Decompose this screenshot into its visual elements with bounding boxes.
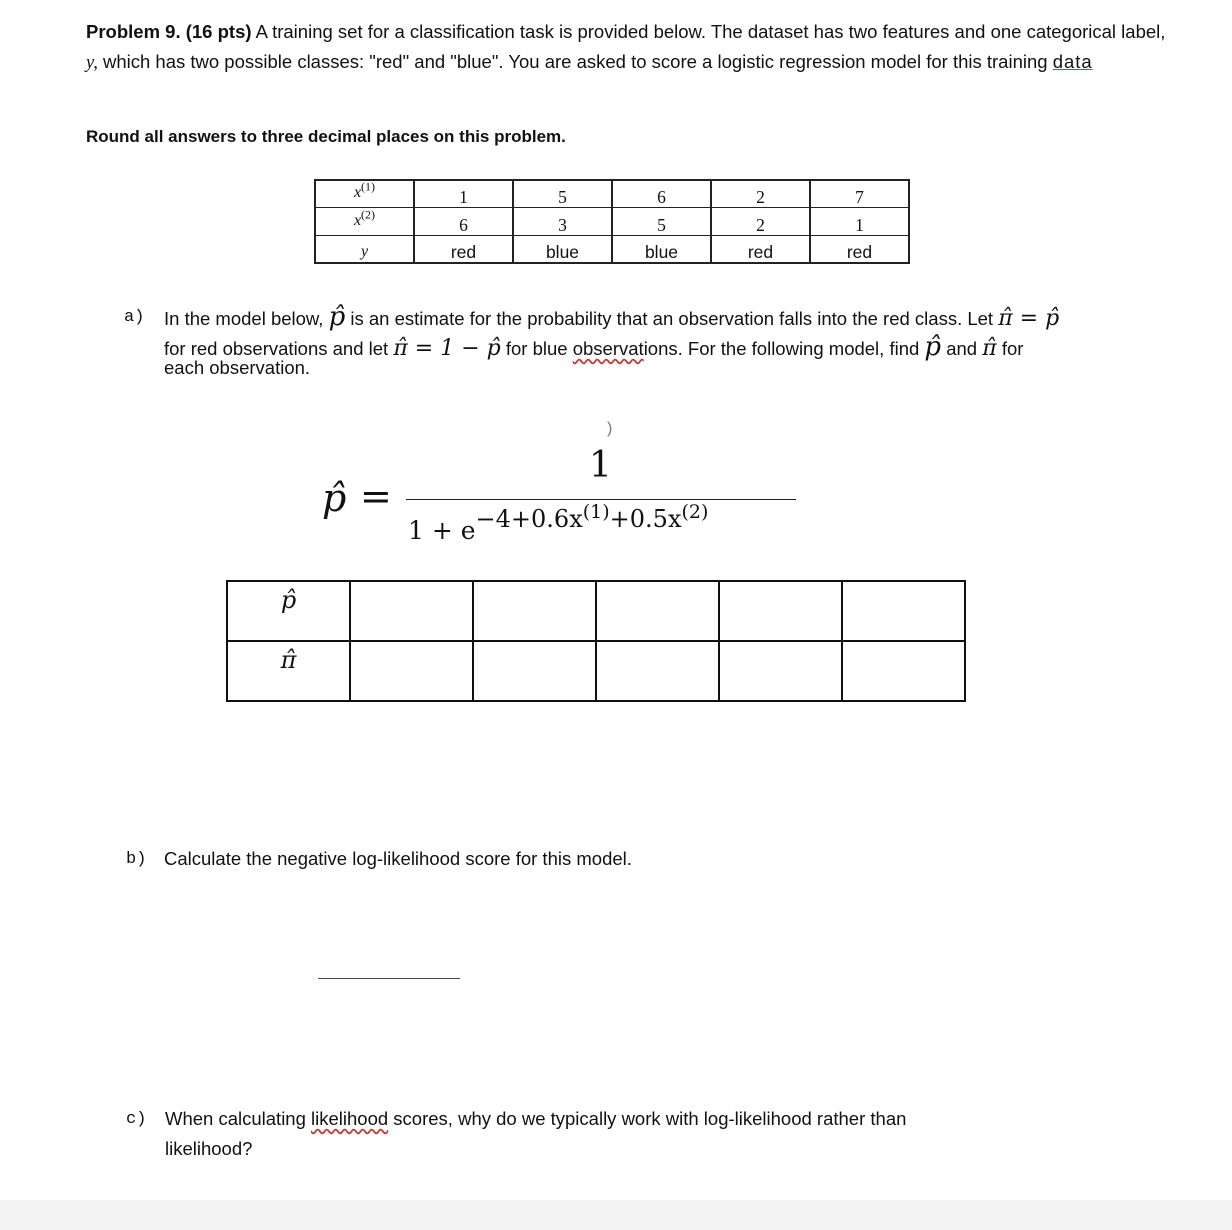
part-a-line-1: [164, 302, 1174, 332]
formula-lhs: p̂: [322, 476, 347, 520]
answer-cell-p-1[interactable]: [350, 581, 473, 641]
cell-x2-3: 5: [612, 208, 711, 235]
part-a-line-2: [164, 332, 1174, 362]
part-c-line-1: [165, 1108, 906, 1130]
row-label-x2: $x^{(2)}$: [315, 208, 414, 235]
row-label-x1: $x^{(1)}$: [315, 180, 414, 208]
cell-y-1: red: [414, 235, 513, 263]
answer-line[interactable]: [318, 978, 460, 979]
cell-x2-2: 3: [513, 208, 612, 235]
part-a-text-6: for: [996, 338, 1024, 359]
part-c-line-2: likelihood?: [165, 1138, 253, 1159]
page-bottom-strip: [0, 1200, 1232, 1230]
den-exp-a: −4+0.6x: [475, 505, 583, 533]
cell-x2-5: 1: [810, 208, 909, 235]
cell-x1-1: 1: [414, 180, 513, 208]
answer-row-p: [227, 581, 965, 641]
row-label-y: y: [315, 235, 414, 263]
cell-x1-5: 7: [810, 180, 909, 208]
pi-hat-symbol: π̂: [982, 336, 997, 361]
pi-equals-one-minus-p: π̂ = 1 − p̂: [393, 336, 501, 361]
answer-cell-p-3[interactable]: [596, 581, 719, 641]
cell-y-4: red: [711, 235, 810, 263]
stray-mark: ): [607, 420, 613, 437]
fraction-bar: [406, 499, 796, 500]
answer-cell-pi-2[interactable]: [473, 641, 596, 701]
cell-x1-4: 2: [711, 180, 810, 208]
den-exp-sup1: (1): [582, 503, 610, 523]
answer-cell-p-5[interactable]: [842, 581, 965, 641]
part-a-observ: observat: [572, 338, 644, 359]
part-c-likelihood: likelihood: [311, 1108, 389, 1129]
answer-label-pi: π̂: [227, 641, 350, 701]
problem-label: Problem 9. (16 pts): [86, 21, 252, 42]
part-a-text-4b: ions. For the following model, find: [643, 338, 925, 359]
table-row-y: [315, 235, 909, 263]
part-a-line-3: each observation.: [164, 357, 311, 378]
pi-equals-p: π̂ = p̂: [998, 306, 1060, 331]
formula-numerator: 1: [589, 445, 612, 486]
training-data-table: [314, 179, 910, 264]
cell-y-5: red: [810, 235, 909, 263]
answer-cell-p-4[interactable]: [719, 581, 842, 641]
part-c-label: c): [126, 1110, 147, 1129]
part-c-text-1: When calculating: [165, 1108, 312, 1129]
answer-row-pi: [227, 641, 965, 701]
answer-cell-pi-3[interactable]: [596, 641, 719, 701]
data-link[interactable]: data: [1052, 51, 1093, 72]
problem-statement: [86, 17, 1166, 78]
cell-x1-3: 6: [612, 180, 711, 208]
table-row-x2: [315, 208, 909, 235]
cell-x1-2: 5: [513, 180, 612, 208]
part-b-question: Calculate the negative log-likelihood score for this model.: [164, 848, 632, 869]
part-a-text-3: for red observations and let: [164, 338, 394, 359]
cell-y-2: blue: [513, 235, 612, 263]
part-c-text-2: scores, why do we typically work with log-likelihood rather than: [388, 1108, 907, 1129]
part-a-text-4: for blue: [500, 338, 573, 359]
cell-y-3: blue: [612, 235, 711, 263]
cell-x2-4: 2: [711, 208, 810, 235]
round-note: Round all answers to three decimal places on this problem.: [86, 127, 566, 146]
p-hat-symbol-2: p̂: [924, 332, 942, 362]
answer-cell-pi-5[interactable]: [842, 641, 965, 701]
part-a-text-2: is an estimate for the probability that an observation falls into the red class. Let: [345, 308, 999, 329]
den-exp-b: +0.5x: [609, 505, 682, 533]
part-a-text-1: In the model below,: [164, 308, 329, 329]
table-row-x1: [315, 180, 909, 208]
den-base: 1 + e: [408, 516, 476, 543]
y-symbol: y,: [86, 53, 98, 73]
answer-label-p: p̂: [227, 581, 350, 641]
formula-equals: =: [360, 474, 392, 518]
intro-text-2: which has two possible classes: "red" and "blue". You are asked to score a logistic regression model for this training: [97, 51, 1053, 72]
intro-text-1: A training set for a classification task is provided below. The dataset has two features and one categorical label,: [251, 21, 1166, 42]
part-b-label: b): [126, 850, 147, 869]
cell-x2-1: 6: [414, 208, 513, 235]
answer-cell-pi-4[interactable]: [719, 641, 842, 701]
p-hat-symbol: p̂: [328, 302, 346, 332]
answer-cell-p-2[interactable]: [473, 581, 596, 641]
den-exponent: [476, 505, 709, 533]
part-a-text-5: and: [941, 338, 983, 359]
answer-cell-pi-1[interactable]: [350, 641, 473, 701]
den-exp-sup2: (2): [681, 503, 709, 523]
part-a-label: a): [124, 308, 145, 327]
formula-denominator: [408, 503, 708, 543]
answer-table: [226, 580, 966, 702]
